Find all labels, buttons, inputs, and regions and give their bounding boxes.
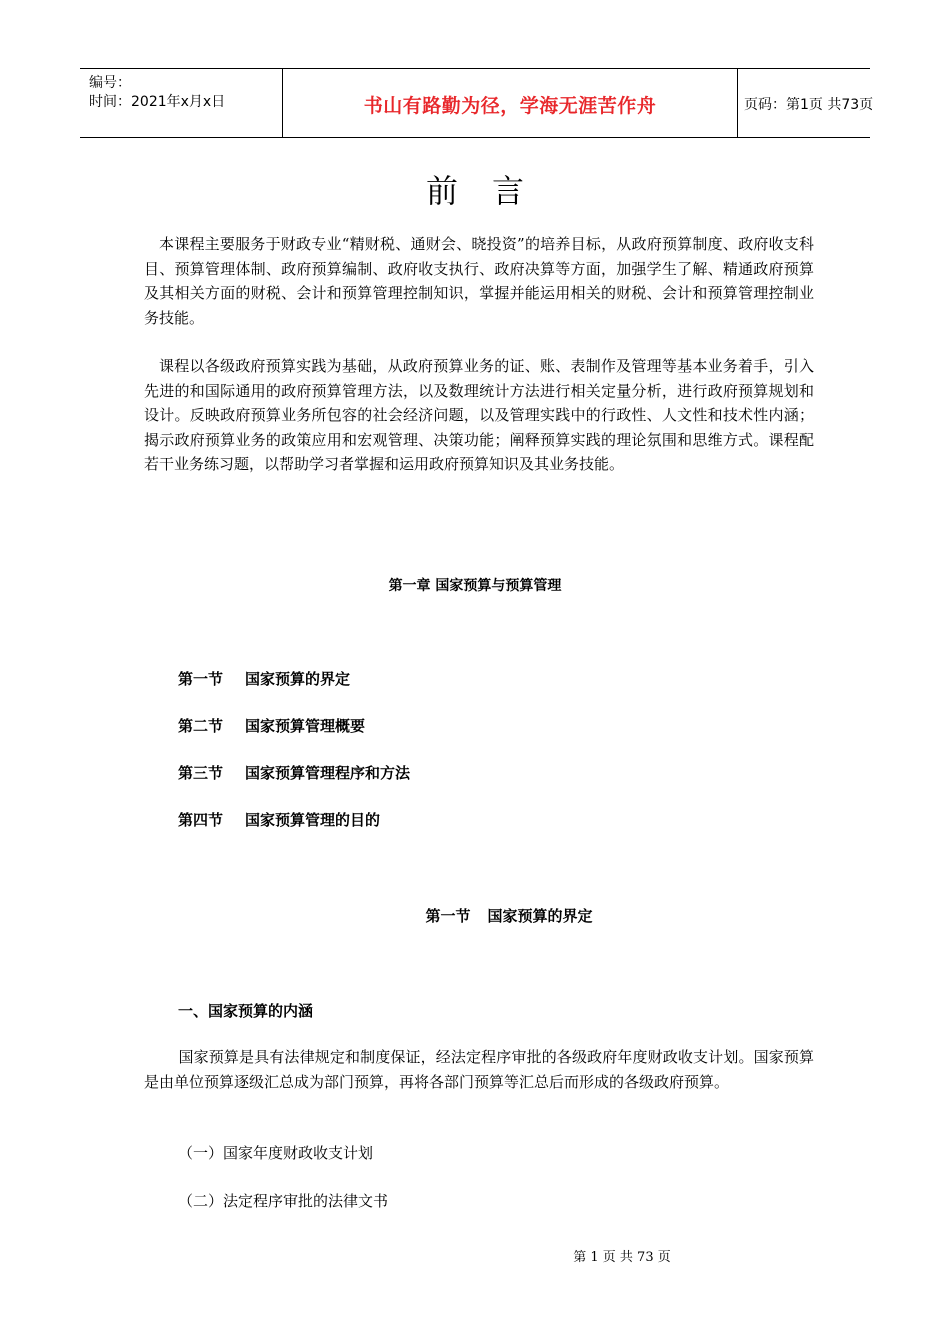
section-heading-title: 国家预算的界定 (487, 907, 593, 925)
list-item: （二）法定程序审批的法律文书 (178, 1192, 389, 1210)
subheading: 一、国家预算的内涵 (178, 1002, 314, 1020)
page-header (80, 68, 874, 138)
section-paragraph: 国家预算是具有法律规定和制度保证，经法定程序审批的各级政府年度财政收支计划。国家预算是由单位预算逐级汇总成为部门预算，再将各部门预算等汇总后而形成的各级政府预算。 (144, 1048, 814, 1091)
number-label: 编号： (89, 75, 131, 91)
section-list-item (178, 715, 410, 762)
preface-paragraph-2: 课程以各级政府预算实践为基础，从政府预算业务的证、账、表制作及管理等基本业务着手，引入先进的和国际通用的政府预算管理方法，以及数理统计方法进行相关定量分析，进行政府预算规划和设计。反映政府预算业务所包容的社会经济问题，以及管理实践中的行政性、人文性和技术性内涵；揭示政府预算业务的政策应用和宏观管理、决策功能；阐释预算实践的理论氛围和思维方式。课程配若干业务练习题，以帮助学习者掌握和运用政府预算知识及其业务技能。 (144, 357, 814, 473)
preface-title: 前言 (425, 172, 558, 210)
preface-paragraph-1: 本课程主要服务于财政专业“精财税、通财会、晓投资”的培养目标，从政府预算制度、政府收支科目、预算管理体制、政府预算编制、政府收支执行、政府决算等方面，加强学生了解、精通政府预算及其相关方面的财税、会计和预算管理控制知识，掌握并能运用相关的财税、会计和预算管理控制业务技能。 (144, 235, 814, 327)
section-name: 国家预算管理的目的 (245, 811, 381, 829)
section-name: 国家预算的界定 (245, 670, 351, 688)
section-list-item (178, 809, 410, 856)
section-list-item (178, 762, 410, 809)
page-footer: 第 1 页 共 73 页 (573, 1250, 671, 1265)
section-number: 第四节 (178, 811, 224, 829)
motto: 书山有路勤为径，学海无涯苦作舟 (363, 95, 657, 117)
section-number: 第三节 (178, 764, 224, 782)
page-code: 页码：第1页 共73页 (744, 97, 874, 113)
section-list (178, 668, 410, 856)
section-number: 第一节 (178, 670, 224, 688)
list-item: （一）国家年度财政收支计划 (178, 1144, 374, 1162)
section-name: 国家预算管理概要 (245, 717, 366, 735)
section-list-item (178, 668, 410, 715)
section-number: 第二节 (178, 717, 224, 735)
header-page-cell (738, 69, 874, 137)
chapter-title: 第一章 国家预算与预算管理 (388, 578, 562, 594)
section-name: 国家预算管理程序和方法 (245, 764, 411, 782)
time-label: 时间：2021年x月x日 (89, 94, 226, 110)
header-motto-cell (282, 69, 738, 137)
section-heading-number: 第一节 (425, 907, 471, 925)
header-meta (80, 69, 282, 137)
section-heading (0, 905, 950, 926)
